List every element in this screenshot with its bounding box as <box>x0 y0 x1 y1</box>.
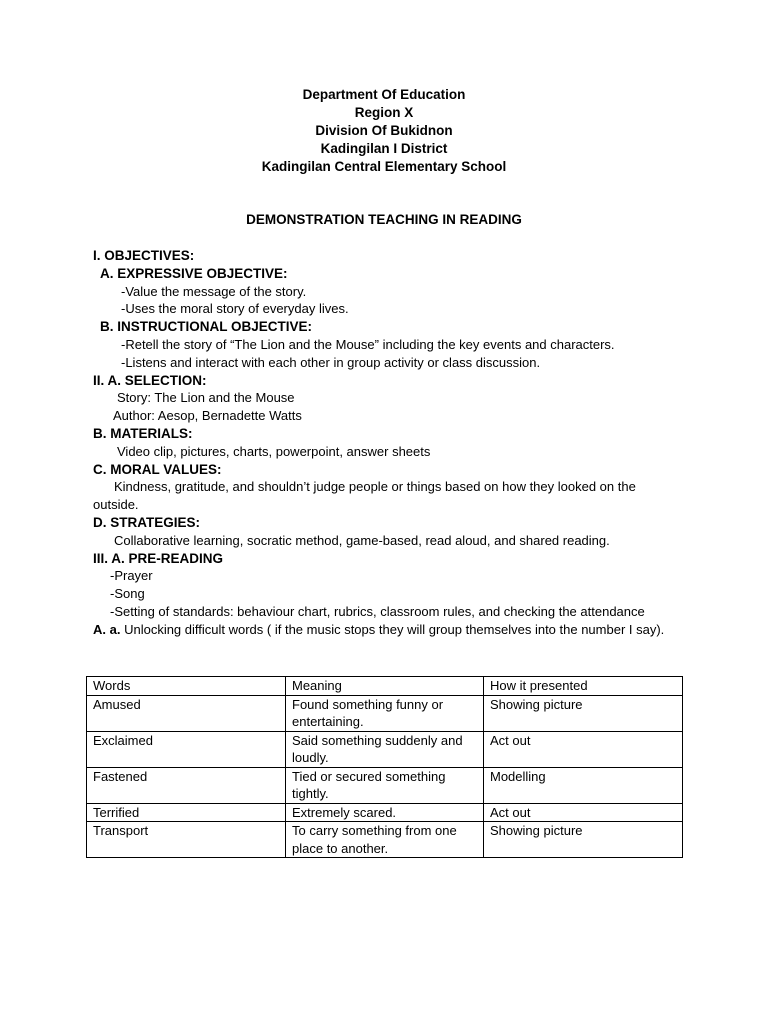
strategies-text: Collaborative learning, socratic method, game-based, read aloud, and shared reading. <box>114 532 610 548</box>
table-cell-word: Fastened <box>87 767 286 803</box>
selection-story: Story: The Lion and the Mouse <box>117 390 295 406</box>
table-row <box>87 822 683 858</box>
column-header-how-presented: How it presented <box>484 677 683 696</box>
header-line-department: Department Of Education <box>302 87 466 102</box>
table-row <box>87 803 683 822</box>
materials-text: Video clip, pictures, charts, powerpoint, answer sheets <box>117 443 431 459</box>
selection-author: Author: Aesop, Bernadette Watts <box>113 408 302 424</box>
moral-values-heading: C. MORAL VALUES: <box>93 461 222 477</box>
table-cell-meaning: Tied or secured something tightly. <box>286 767 484 803</box>
vocabulary-table <box>86 676 683 858</box>
header-line-region: Region X <box>354 105 414 120</box>
table-cell-meaning: To carry something from one place to another. <box>286 822 484 858</box>
column-header-meaning: Meaning <box>286 677 484 696</box>
objectives-heading: I. OBJECTIVES: <box>93 248 195 263</box>
table-header-row <box>87 677 683 696</box>
expressive-objective-1: -Value the message of the story. <box>121 283 307 299</box>
table-row <box>87 731 683 767</box>
instructional-objective-2: -Listens and interact with each other in group activity or class discussion. <box>121 354 541 370</box>
table-cell-presentation: Act out <box>484 731 683 767</box>
strategies-heading: D. STRATEGIES: <box>93 514 201 530</box>
header-line-district: Kadingilan I District <box>320 141 448 156</box>
table-cell-presentation: Act out <box>484 803 683 822</box>
expressive-objective-heading: A. EXPRESSIVE OBJECTIVE: <box>100 265 288 281</box>
unlocking-words-text: Unlocking difficult words ( if the music stops they will group themselves into the number I say). <box>120 621 665 637</box>
table-row <box>87 695 683 731</box>
school-header <box>0 86 768 176</box>
table-cell-meaning: Found something funny or entertaining. <box>286 695 484 731</box>
moral-values-text: Kindness, gratitude, and shouldn’t judge people or things based on how they looked on the outside. <box>93 479 636 513</box>
table-cell-presentation: Showing picture <box>484 695 683 731</box>
pre-reading-song: -Song <box>110 586 145 602</box>
unlocking-words-label: A. a. <box>93 621 121 637</box>
table-cell-word: Amused <box>87 695 286 731</box>
document-title: DEMONSTRATION TEACHING IN READING <box>246 212 522 227</box>
table-cell-word: Transport <box>87 822 286 858</box>
table-cell-meaning: Said something suddenly and loudly. <box>286 731 484 767</box>
expressive-objective-2: -Uses the moral story of everyday lives. <box>121 301 349 317</box>
table-cell-presentation: Showing picture <box>484 822 683 858</box>
header-line-division: Division Of Bukidnon <box>315 123 453 138</box>
table-cell-word: Terrified <box>87 803 286 822</box>
table-row <box>87 767 683 803</box>
pre-reading-prayer: -Prayer <box>110 568 153 584</box>
selection-heading: II. A. SELECTION: <box>93 372 207 388</box>
table-cell-presentation: Modelling <box>484 767 683 803</box>
unlocking-words-paragraph <box>93 621 683 639</box>
table-cell-meaning: Extremely scared. <box>286 803 484 822</box>
instructional-objective-1: -Retell the story of “The Lion and the Mouse” including the key events and characters. <box>121 336 615 352</box>
header-line-school: Kadingilan Central Elementary School <box>261 159 507 174</box>
materials-heading: B. MATERIALS: <box>93 425 193 441</box>
pre-reading-heading: III. A. PRE-READING <box>93 550 224 566</box>
instructional-objective-heading: B. INSTRUCTIONAL OBJECTIVE: <box>100 319 313 335</box>
table-cell-word: Exclaimed <box>87 731 286 767</box>
lesson-plan-body <box>93 247 683 639</box>
pre-reading-standards: -Setting of standards: behaviour chart, rubrics, classroom rules, and checking the attendance <box>110 603 645 619</box>
column-header-words: Words <box>87 677 286 696</box>
